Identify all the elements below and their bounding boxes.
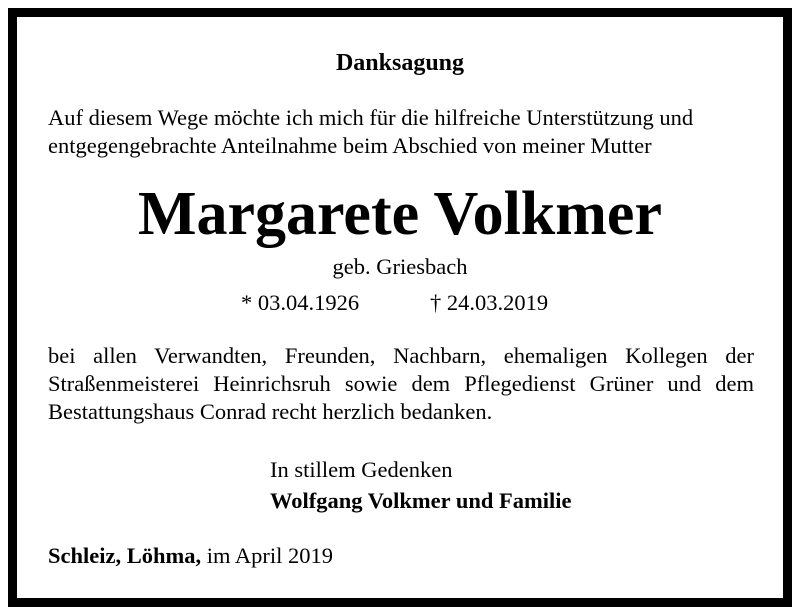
birth-date: * 03.04.1926 [241,290,360,315]
deceased-name: Margarete Volkmer [138,180,662,248]
thanks-text [48,342,754,426]
death-date: † 24.03.2019 [430,290,549,315]
remembrance-text: In stillem Gedenken [270,457,453,482]
thanks-line: Straßenmeisterei Heinrichsruh sowie dem Pflegedienst Grüner und dem [48,371,754,396]
thanks-line: bei allen Verwandten, Freunden, Nachbarn, ehemaligen Kollegen der [48,343,754,368]
maiden-name: geb. Griesbach [332,254,468,279]
notice-heading: Danksagung [335,50,465,76]
date-text: im April 2019 [201,543,334,568]
place-name: Schleiz, Löhma, [48,543,202,568]
place-date-line [48,542,333,570]
thanks-line: Bestattungshaus Conrad recht herzlich bedanken. [48,399,493,424]
intro-text [48,104,758,160]
intro-line: Auf diesem Wege möchte ich mich für die hilfreiche Unterstützung und [48,105,694,130]
intro-line: entgegengebrachte Anteilnahme beim Abschied von meiner Mutter [48,133,652,158]
family-signature: Wolfgang Volkmer und Familie [270,488,572,513]
notice-border [8,8,792,607]
